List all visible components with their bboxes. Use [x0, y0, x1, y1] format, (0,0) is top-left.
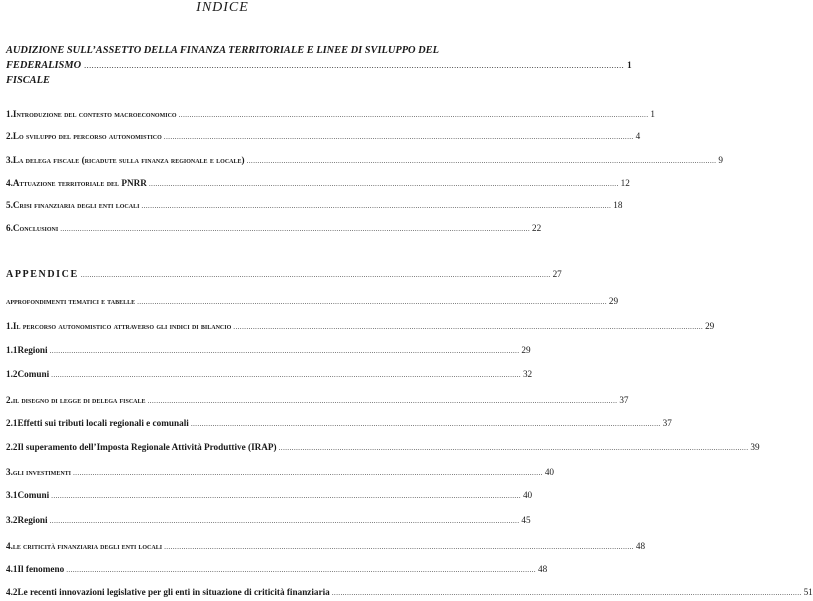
entry-title: Lo sviluppo del percorso autonomistico	[12, 131, 162, 141]
entry-title: APPENDICE	[6, 269, 79, 280]
entry-number: 4.	[6, 541, 13, 551]
entry-number: 2.	[6, 131, 13, 141]
main-entry-line2: FEDERALISMO FISCALE	[6, 60, 82, 86]
entry-title: Il fenomeno	[17, 564, 65, 574]
entry-title: Il superamento dell’Imposta Regionale Attività Produttive (IRAP)	[17, 442, 277, 452]
entry-number: 1.	[6, 109, 13, 119]
toc-entry[interactable]	[6, 130, 641, 143]
page-number: 1	[650, 109, 656, 119]
leader-dots: ........................................................................................................................................................................................................................	[49, 346, 520, 355]
toc-entry-appendix-sub[interactable]	[6, 295, 619, 308]
entry-number: 4.1	[6, 564, 18, 574]
page-number: 45	[521, 515, 531, 525]
toc-subentry[interactable]	[6, 368, 533, 381]
toc-entry[interactable]	[6, 540, 646, 553]
entry-title: gli investimenti	[12, 468, 71, 477]
toc-subentry[interactable]	[6, 441, 760, 454]
entry-title: le criticità finanziaria degli enti locali	[12, 542, 163, 551]
toc-entry[interactable]	[6, 108, 656, 121]
toc-subentry[interactable]	[6, 417, 672, 430]
page-number: 22	[532, 223, 542, 233]
entry-title: Conclusioni	[12, 223, 59, 233]
main-entry-line1: AUDIZIONE SULL’ASSETTO DELLA FINANZA TERRITORIALE E LINEE DI SVILUPPO DEL	[6, 45, 439, 56]
leader-dots: ........................................................................................................................................................................................................................	[60, 224, 531, 233]
entry-number: 2.	[6, 395, 13, 405]
entry-number: 4.2	[6, 587, 18, 597]
leader-dots: ........................................................................................................................................................................................................................	[137, 297, 607, 306]
leader-dots: ........................................................................................................................................................................................................................	[49, 516, 520, 525]
page-number: 12	[620, 178, 630, 188]
entry-number: 2.1	[6, 418, 18, 428]
page-number: 9	[718, 155, 723, 165]
entry-title: Introduzione del contesto macroeconomico	[12, 109, 177, 119]
toc-subentry[interactable]	[6, 344, 531, 357]
entry-title: Regioni	[17, 345, 48, 355]
entry-title: Regioni	[17, 515, 48, 525]
page-number: 40	[544, 467, 554, 477]
leader-dots: ........................................................................................................................................................................................................................	[80, 270, 551, 279]
entry-title: Effetti sui tributi locali regionali e comunali	[17, 418, 189, 428]
page-number: 51	[803, 587, 813, 597]
leader-dots: ........................................................................................................................................................................................................................	[51, 370, 521, 379]
entry-number: 5.	[6, 200, 13, 210]
toc-entry[interactable]	[6, 177, 630, 190]
toc-subentry[interactable]	[6, 586, 813, 599]
toc-entry[interactable]	[6, 320, 715, 333]
leader-dots: ........................................................................................................................................................................................................................	[178, 110, 649, 119]
entry-number: 4.	[6, 178, 13, 188]
toc-subentry[interactable]	[6, 489, 533, 502]
leader-dots: ........................................................................................................................................................................................................................	[84, 61, 625, 70]
toc-subentry[interactable]	[6, 563, 548, 576]
page-number: 18	[613, 200, 623, 210]
entry-number: 3.	[6, 155, 13, 165]
page-number: 29	[705, 321, 715, 331]
leader-dots: ........................................................................................................................................................................................................................	[141, 201, 612, 210]
entry-title: Comuni	[17, 490, 50, 500]
toc-entry[interactable]	[6, 222, 542, 235]
leader-dots: ........................................................................................................................................................................................................................	[66, 565, 536, 574]
entry-number: 1.1	[6, 345, 18, 355]
leader-dots: ........................................................................................................................................................................................................................	[164, 542, 634, 551]
toc-entry[interactable]	[6, 199, 623, 212]
page-number: 39	[750, 442, 760, 452]
page-number: 48	[635, 541, 646, 551]
page-number: 27	[552, 269, 562, 279]
entry-title: approfondimenti tematici e tabelle	[6, 297, 136, 306]
toc-entry-appendix[interactable]	[6, 268, 562, 281]
entry-title: Attuazione territoriale del PNRR	[12, 178, 147, 188]
page-title: INDICE	[196, 0, 249, 15]
entry-number: 3.1	[6, 490, 18, 500]
leader-dots: ........................................................................................................................................................................................................................	[331, 588, 802, 597]
leader-dots: ........................................................................................................................................................................................................................	[73, 468, 543, 477]
entry-number: 1.2	[6, 369, 18, 379]
entry-number: 3.2	[6, 515, 18, 525]
page-number: 37	[662, 418, 672, 428]
entry-number: 1.	[6, 321, 13, 331]
main-entry[interactable]	[6, 43, 632, 88]
toc-entry[interactable]	[6, 466, 554, 479]
entry-number: 3.	[6, 467, 13, 477]
leader-dots: ........................................................................................................................................................................................................................	[148, 179, 619, 188]
page-number: 4	[635, 131, 641, 141]
leader-dots: ........................................................................................................................................................................................................................	[51, 491, 521, 500]
entry-title: Comuni	[17, 369, 50, 379]
entry-title: La delega fiscale (ricadute sulla finanza regionale e locale)	[12, 155, 245, 165]
page-number: 29	[521, 345, 531, 355]
entry-title: Le recenti innovazioni legislative per gli enti in situazione di criticità finanziaria	[17, 587, 330, 597]
page-number: 48	[538, 564, 548, 574]
toc-subentry[interactable]	[6, 514, 531, 527]
leader-dots: ........................................................................................................................................................................................................................	[278, 443, 749, 452]
leader-dots: ........................................................................................................................................................................................................................	[190, 419, 661, 428]
entry-number: 6.	[6, 223, 13, 233]
leader-dots: ........................................................................................................................................................................................................................	[163, 132, 634, 141]
entry-number: 2.2	[6, 442, 18, 452]
page-number: 1	[627, 60, 632, 70]
leader-dots: ........................................................................................................................................................................................................................	[147, 396, 618, 405]
page-number: 37	[619, 395, 629, 405]
entry-title: il disegno di legge di delega fiscale	[12, 396, 146, 405]
page-number: 32	[522, 369, 533, 379]
entry-title: Il percorso autonomistico attraverso gli indici di bilancio	[12, 321, 232, 331]
leader-dots: ........................................................................................................................................................................................................................	[233, 322, 704, 331]
toc-entry[interactable]	[6, 394, 629, 407]
page-number: 29	[608, 296, 619, 306]
page-number: 40	[522, 490, 533, 500]
toc-entry[interactable]	[6, 154, 723, 167]
entry-title: Crisi finanziaria degli enti locali	[12, 200, 140, 210]
leader-dots: ........................................................................................................................................................................................................................	[246, 156, 717, 165]
